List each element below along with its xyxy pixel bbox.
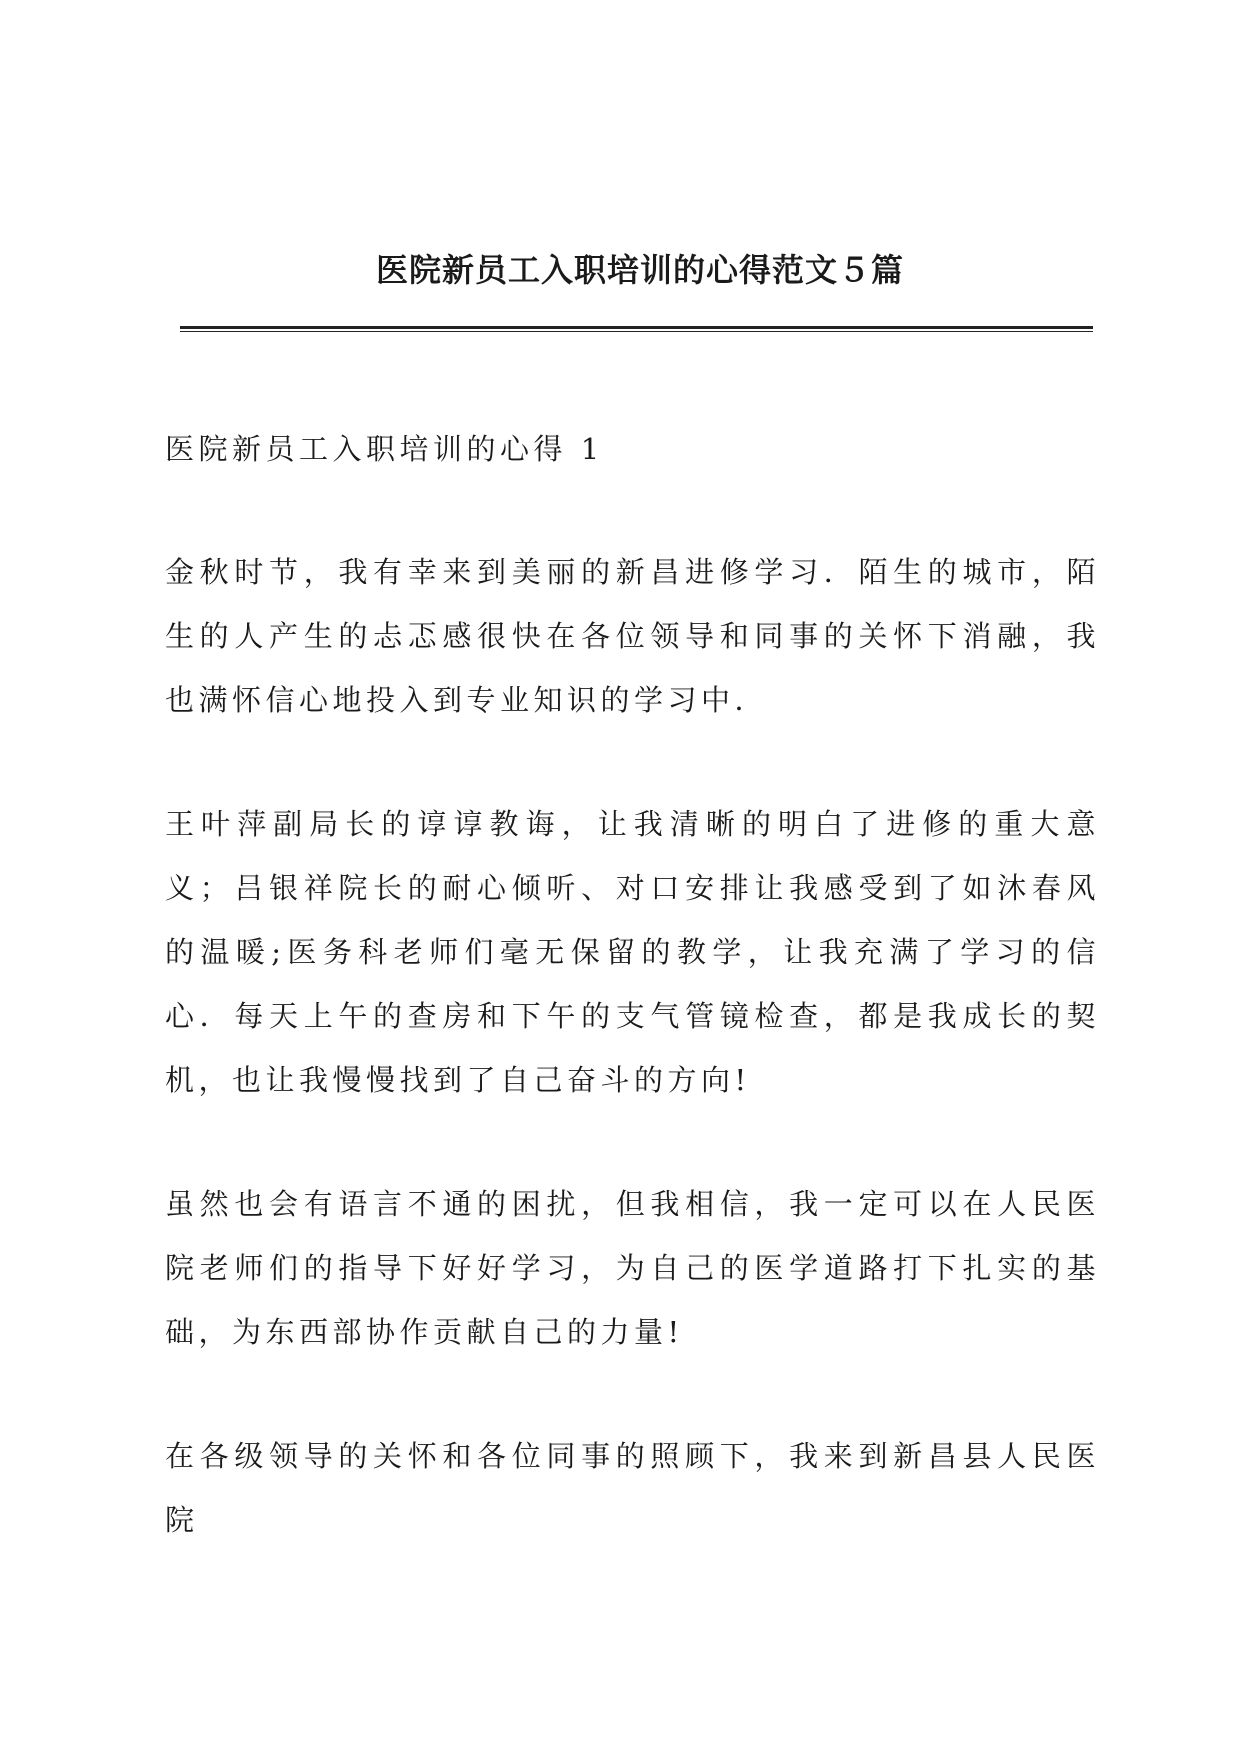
document-title: 医院新员工入职培训的心得范文５篇 [375,251,904,289]
paragraph-1: 金秋时节，我有幸来到美丽的新昌进修学习．陌生的城市，陌生的人产生的忐忑感很快在各位领导和同事的关怀下消融，我也满怀信心地投入到专业知识的学习中． [165,555,1100,717]
paragraph-2: 王叶萍副局长的谆谆教诲，让我清晰的明白了进修的重大意义；吕银祥院长的耐心倾听、对口安排让我感受到了如沐春风的温暖;医务科老师们毫无保留的教学，让我充满了学习的信心．每天上午的查房和下午的支气管镜检查，都是我成长的契机，也让我慢慢找到了自己奋斗的方向! [165,807,1100,1097]
paragraph-3: 虽然也会有语言不通的困扰，但我相信，我一定可以在人民医院老师们的指导下好好学习，为自己的医学道路打下扎实的基础，为东西部协作贡献自己的力量! [165,1187,1100,1349]
title-double-rule [180,326,1093,332]
section-heading: 医院新员工入职培训的心得 1 [165,432,604,466]
document-body [165,418,1100,1552]
paragraph-4: 在各级领导的关怀和各位同事的照顾下，我来到新昌县人民医院 [165,1439,1100,1537]
